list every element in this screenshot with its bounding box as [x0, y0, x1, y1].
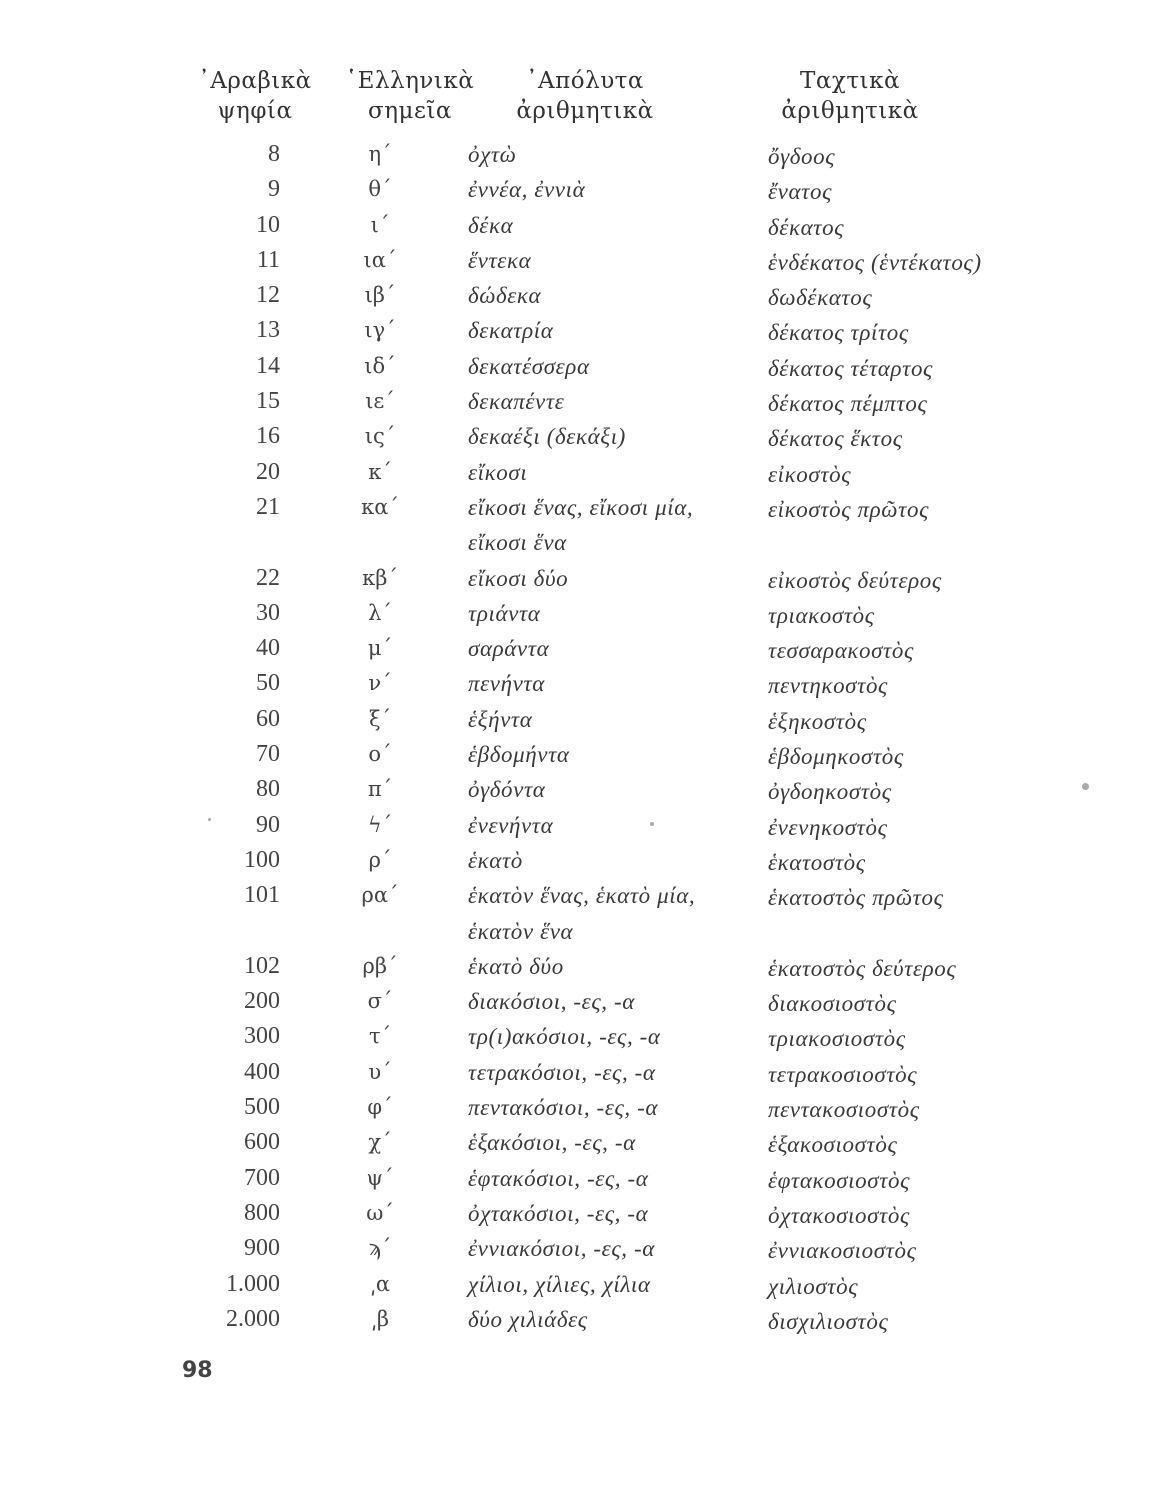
- table-row: [0, 1125, 1167, 1160]
- arabic-numeral: 13: [256, 317, 280, 344]
- cardinal-word: δεκατρία: [468, 318, 554, 344]
- arabic-numeral: 900: [244, 1235, 280, 1262]
- ordinal-word: εἰκοστὸς δεύτερος: [768, 567, 942, 593]
- cardinal-word: ἑκατὸ: [468, 847, 523, 873]
- table-row: [0, 808, 1167, 843]
- arabic-numeral: 22: [256, 564, 280, 591]
- cardinal-word: ὀχτακόσιοι, -ες, -α: [468, 1200, 649, 1226]
- cardinal-word: χίλιοι, χίλιες, χίλια: [468, 1271, 651, 1297]
- cardinal-word: ἐννιακόσιοι, -ες, -α: [468, 1236, 655, 1262]
- arabic-numeral: 8: [268, 141, 280, 167]
- cardinal-word: ἕντεκα: [468, 247, 532, 273]
- greek-numeral: ια΄: [363, 247, 397, 272]
- header-ordinal-line1: Ταχτικὰ: [800, 68, 900, 94]
- greek-numeral: κ΄: [368, 459, 392, 484]
- arabic-numeral: 90: [256, 811, 280, 838]
- table-row: [0, 137, 1167, 172]
- header-greek-line2: σημεῖα: [368, 98, 452, 124]
- ordinal-word: ὀγδοηκοστὸς: [768, 779, 892, 805]
- table-row: [0, 737, 1167, 772]
- table-row: [0, 1090, 1167, 1125]
- header-arabic-line2: ψηφία: [217, 98, 293, 124]
- ordinal-word: διακοσιοστὸς: [768, 991, 897, 1017]
- arabic-numeral: 40: [256, 635, 280, 662]
- page-number: 98: [182, 1358, 213, 1383]
- ordinal-word: ἐνενηκοστὸς: [768, 814, 888, 840]
- ordinal-word: ἑνδέκατος (ἑντέκατος): [768, 249, 982, 275]
- cardinal-word: σαράντα: [468, 636, 550, 662]
- table-row: [0, 419, 1167, 454]
- ordinal-word: ἔνατος: [768, 179, 833, 205]
- greek-numeral: ϟ΄: [367, 812, 393, 837]
- ordinal-word: πεντηκοστὸς: [768, 673, 888, 699]
- table-row: [0, 1161, 1167, 1196]
- table-row: [0, 772, 1167, 807]
- ordinal-word: ἑβδομηκοστὸς: [768, 744, 904, 770]
- greek-numeral: θ΄: [368, 177, 392, 202]
- arabic-numeral: 80: [256, 776, 280, 803]
- arabic-numeral: 20: [256, 458, 280, 485]
- table-row: [0, 384, 1167, 419]
- greek-numeral: ιγ΄: [364, 318, 396, 343]
- table-row: [0, 490, 1167, 561]
- ordinal-word: εἰκοστὸς: [768, 461, 852, 487]
- table-row: [0, 1055, 1167, 1090]
- ordinal-word: δέκατος πέμπτος: [768, 391, 928, 417]
- table-row: [0, 1196, 1167, 1231]
- cardinal-word: δεκαπέντε: [468, 389, 565, 415]
- arabic-numeral: 101: [244, 882, 280, 909]
- table-row: [0, 949, 1167, 984]
- header-greek-numerals: [340, 66, 480, 126]
- greek-numeral: ͵β: [371, 1306, 389, 1331]
- cardinal-word: ἐνενήντα: [468, 812, 554, 838]
- arabic-numeral: 30: [256, 599, 280, 626]
- arabic-numeral: 1.000: [226, 1270, 280, 1297]
- greek-numeral: ρα΄: [361, 883, 399, 908]
- greek-numeral: φ΄: [367, 1095, 393, 1120]
- greek-numeral: τ΄: [368, 1024, 392, 1049]
- ordinal-word: ὀχτακοσιοστὸς: [768, 1202, 910, 1228]
- arabic-numeral: 70: [256, 741, 280, 768]
- greek-numeral: κα΄: [361, 494, 399, 519]
- table-row: [0, 631, 1167, 666]
- ordinal-word: δέκατος τέταρτος: [768, 355, 933, 381]
- arabic-numeral: 11: [256, 246, 280, 273]
- arabic-numeral: 10: [256, 211, 280, 238]
- greek-numeral: μ΄: [367, 636, 393, 661]
- table-row: [0, 878, 1167, 949]
- ordinal-word: δωδέκατος: [768, 285, 873, 311]
- greek-numeral: ις΄: [364, 424, 396, 449]
- arabic-numeral: 2.000: [226, 1305, 280, 1332]
- cardinal-word: πεντακόσιοι, -ες, -α: [468, 1095, 659, 1121]
- header-cardinal-numbers: [495, 66, 675, 126]
- ordinal-word: ἑξηκοστὸς: [768, 708, 867, 734]
- cardinal-word: τετρακόσιοι, -ες, -α: [468, 1059, 656, 1085]
- cardinal-word: τρ(ι)ακόσιοι, -ες, -α: [468, 1024, 661, 1050]
- cardinal-word: δεκαέξι (δεκάξι): [468, 424, 626, 450]
- cardinal-word: δώδεκα: [468, 283, 542, 309]
- table-row: [0, 278, 1167, 313]
- cardinal-word: ἑφτακόσιοι, -ες, -α: [468, 1165, 649, 1191]
- cardinal-word: ἑβδομήντα: [468, 742, 570, 768]
- arabic-numeral: 16: [256, 423, 280, 450]
- table-row: [0, 455, 1167, 490]
- arabic-numeral: 800: [244, 1199, 280, 1226]
- table-row: [0, 172, 1167, 207]
- cardinal-word: ἑξακόσιοι, -ες, -α: [468, 1130, 636, 1156]
- ordinal-word: ὄγδοος: [768, 144, 836, 169]
- ordinal-word: τετρακοσιοστὸς: [768, 1061, 918, 1087]
- greek-numeral: χ΄: [368, 1130, 392, 1155]
- arabic-numeral: 600: [244, 1129, 280, 1156]
- header-ordinal-numbers: [760, 66, 940, 126]
- paper-speck: [650, 822, 654, 826]
- ordinal-word: ἑκατοστὸς δεύτερος: [768, 955, 957, 981]
- ordinal-word: ἐννιακοσιοστὸς: [768, 1238, 917, 1264]
- greek-numeral: ιε΄: [365, 389, 395, 414]
- greek-numeral: π΄: [367, 777, 393, 802]
- cardinal-word: εἴκοσι ἕνας, εἴκοσι μία, εἴκοσι ἕνα: [468, 494, 694, 556]
- arabic-numeral: 9: [268, 176, 280, 203]
- header-ordinal-line2: ἀριθμητικὰ: [781, 98, 919, 124]
- cardinal-word: δέκα: [468, 212, 514, 238]
- greek-numeral: ͵α: [369, 1271, 391, 1296]
- ordinal-word: τριακοσιοστὸς: [768, 1026, 906, 1052]
- table-row: [0, 1302, 1167, 1337]
- arabic-numeral: 15: [256, 388, 280, 415]
- cardinal-word: εἴκοσι δύο: [468, 565, 569, 591]
- cardinal-word: ὀχτὼ: [468, 142, 517, 167]
- ordinal-word: χιλιοστὸς: [768, 1273, 859, 1299]
- arabic-numeral: 21: [256, 493, 280, 520]
- cardinal-word: τριάντα: [468, 600, 541, 626]
- greek-numeral: ο΄: [368, 742, 392, 767]
- table-row: [0, 666, 1167, 701]
- header-greek-line1: ῾Ελληνικὰ: [345, 68, 475, 94]
- header-cardinal-line1: ᾽Απόλυτα: [526, 68, 644, 94]
- greek-numeral: λ΄: [368, 600, 392, 625]
- cardinal-word: πενήντα: [468, 671, 545, 697]
- table-row: [0, 208, 1167, 243]
- greek-numeral: σ΄: [367, 989, 393, 1014]
- paper-speck: [208, 818, 211, 821]
- table-row: [0, 1267, 1167, 1302]
- table-row: [0, 702, 1167, 737]
- arabic-numeral: 60: [256, 705, 280, 732]
- header-cardinal-line2: ἀριθμητικὰ: [516, 98, 654, 124]
- ordinal-word: ἑξακοσιοστὸς: [768, 1132, 898, 1158]
- table-row: [0, 843, 1167, 878]
- arabic-numeral: 102: [244, 952, 280, 979]
- greek-numeral: η΄: [368, 142, 392, 166]
- cardinal-word: ἑκατὸ δύο: [468, 953, 564, 979]
- cardinal-word: διακόσιοι, -ες, -α: [468, 989, 635, 1015]
- table-row: [0, 313, 1167, 348]
- arabic-numeral: 100: [244, 846, 280, 873]
- table-row: [0, 596, 1167, 631]
- table-row: [0, 561, 1167, 596]
- table-row: [0, 1231, 1167, 1266]
- ordinal-word: δέκατος τρίτος: [768, 320, 909, 346]
- header-arabic-numerals: [185, 66, 325, 126]
- ordinal-word: εἰκοστὸς πρῶτος: [768, 496, 930, 522]
- paper-speck: [1082, 783, 1089, 790]
- ordinal-word: ἑκατοστὸς πρῶτος: [768, 885, 944, 911]
- greek-numeral: ρ΄: [368, 847, 392, 872]
- greek-numeral: ν΄: [368, 671, 392, 696]
- ordinal-word: δισχιλιοστὸς: [768, 1308, 889, 1334]
- greek-numeral: ω΄: [366, 1200, 394, 1225]
- cardinal-word: δύο χιλιάδες: [468, 1306, 588, 1332]
- ordinal-word: ἑκατοστὸς: [768, 849, 866, 875]
- ordinal-word: τεσσαρακοστὸς: [768, 638, 914, 664]
- arabic-numeral: 700: [244, 1164, 280, 1191]
- ordinal-word: ἑφτακοσιοστὸς: [768, 1167, 911, 1193]
- arabic-numeral: 300: [244, 1023, 280, 1050]
- cardinal-word: εἴκοσι: [468, 459, 528, 485]
- ordinal-word: δέκατος: [768, 214, 845, 240]
- cardinal-word: ἑκατὸν ἕνας, ἑκατὸ μία, ἑκατὸν ἕνα: [468, 883, 696, 944]
- greek-numeral: ψ΄: [366, 1165, 394, 1190]
- table-row: [0, 984, 1167, 1019]
- ordinal-word: πεντακοσιοστὸς: [768, 1097, 920, 1123]
- numerals-table: [0, 137, 1167, 1337]
- greek-numeral: ιδ΄: [364, 353, 396, 378]
- arabic-numeral: 14: [256, 352, 280, 379]
- arabic-numeral: 12: [256, 282, 280, 309]
- arabic-numeral: 500: [244, 1094, 280, 1121]
- ordinal-word: δέκατος ἕκτος: [768, 426, 903, 452]
- greek-numeral: ϡ΄: [368, 1236, 392, 1261]
- arabic-numeral: 200: [244, 988, 280, 1015]
- greek-numeral: ξ΄: [368, 706, 392, 731]
- cardinal-word: ἐννέα, ἐννιὰ: [468, 177, 586, 203]
- table-row: [0, 243, 1167, 278]
- ordinal-word: τριακοστὸς: [768, 602, 875, 628]
- cardinal-word: ὀγδόντα: [468, 777, 546, 803]
- cardinal-word: ἑξήντα: [468, 706, 533, 732]
- arabic-numeral: 400: [244, 1058, 280, 1085]
- table-row: [0, 1019, 1167, 1054]
- header-arabic-line1: ᾽Αραβικὰ: [198, 68, 312, 94]
- cardinal-word: δεκατέσσερα: [468, 353, 590, 379]
- greek-numeral: κβ΄: [362, 565, 398, 590]
- greek-numeral: υ΄: [368, 1059, 392, 1084]
- table-row: [0, 349, 1167, 384]
- greek-numeral: ι΄: [370, 212, 390, 237]
- arabic-numeral: 50: [256, 670, 280, 697]
- greek-numeral: ιβ΄: [364, 283, 396, 308]
- greek-numeral: ρβ΄: [362, 953, 398, 978]
